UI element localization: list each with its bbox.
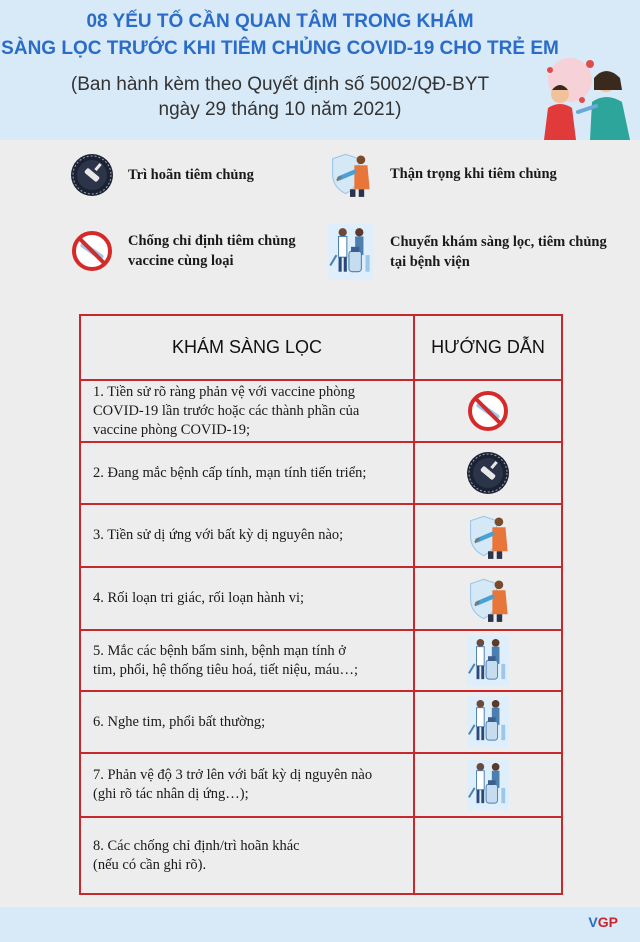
criterion-line: 5. Mắc các bệnh bẩm sinh, bệnh mạn tính ở: [93, 642, 346, 659]
logo-gp: GP: [597, 914, 618, 930]
legend-caution-label: [390, 164, 557, 184]
delay-vaccine-icon: [466, 451, 510, 495]
table-row: [80, 691, 562, 753]
table-row: [80, 630, 562, 691]
criterion-line: 8. Các chống chỉ định/trì hoãn khác: [93, 837, 300, 854]
vgp-logo: [588, 914, 618, 930]
criterion-line: 6. Nghe tim, phổi bất thường;: [93, 713, 266, 730]
child-vaccination-illustration: [530, 50, 638, 140]
legend-caution: [326, 150, 557, 198]
prohibited-icon: [70, 229, 114, 273]
table-row: [80, 504, 562, 567]
guidance-cell: [414, 567, 562, 630]
screening-criterion: [80, 504, 414, 567]
guidance-cell: [414, 753, 562, 817]
legend-delay-label-line: Trì hoãn tiêm chủng: [128, 167, 254, 183]
table-row: [80, 817, 562, 894]
hospital-referral-icon: [467, 759, 509, 811]
hospital-referral-icon: [467, 696, 509, 748]
screening-table: [79, 314, 563, 895]
table-row: [80, 753, 562, 817]
legend-caution-label-line: Thận trọng khi tiêm chủng: [390, 166, 557, 182]
caution-vaccination-icon: [326, 150, 374, 198]
logo-v: V: [588, 914, 598, 930]
criterion-line: (nếu có cần ghi rõ).: [93, 856, 207, 873]
screening-criterion: [80, 630, 414, 691]
criterion-line: vaccine phòng COVID-19;: [93, 421, 251, 438]
guidance-cell: [414, 691, 562, 753]
screening-criterion: [80, 442, 414, 504]
legend-delay: [70, 153, 254, 197]
prohibited-icon: [466, 389, 510, 433]
criterion-line: 2. Đang mắc bệnh cấp tính, mạn tính tiến triển;: [93, 464, 367, 481]
caution-vaccination-icon: [464, 575, 512, 623]
criterion-line: 1. Tiền sử rõ ràng phản vệ với vaccine phòng: [93, 383, 355, 400]
guidance-cell: [414, 380, 562, 442]
title-line-1: 08 YẾU TỐ CẦN QUAN TÂM TRONG KHÁM: [86, 11, 474, 32]
legend-prohibited: [70, 229, 296, 273]
column-header-screening: KHÁM SÀNG LỌC: [80, 315, 414, 380]
legend-prohibited-label-line-1: Chống chỉ định tiêm chủng: [128, 233, 296, 249]
table-row: [80, 442, 562, 504]
table-row: [80, 380, 562, 442]
screening-criterion: [80, 691, 414, 753]
legend-prohibited-label-line-2: vaccine cùng loại: [128, 253, 234, 269]
screening-criterion: [80, 567, 414, 630]
guidance-cell: [414, 442, 562, 504]
page-subtitle: [0, 72, 560, 122]
legend-hospital-label-line-1: Chuyển khám sàng lọc, tiêm chủng: [390, 234, 607, 250]
screening-criterion: [80, 817, 414, 894]
legend-delay-label: [128, 165, 254, 185]
criterion-line: (ghi rõ tác nhân dị ứng…);: [93, 786, 249, 802]
column-header-guidance: HƯỚNG DẪN: [414, 315, 562, 380]
subtitle-line-2: ngày 29 tháng 10 năm 2021): [158, 99, 402, 120]
delay-vaccine-icon: [70, 153, 114, 197]
guidance-cell: [414, 630, 562, 691]
caution-vaccination-icon: [464, 512, 512, 560]
criterion-line: 7. Phản vệ độ 3 trở lên với bất kỳ dị nguyên nào: [93, 767, 373, 783]
legend-hospital-label-line-2: tại bệnh viện: [390, 254, 470, 270]
header-banner: [0, 0, 640, 140]
guidance-cell: [414, 817, 562, 894]
criterion-line: 4. Rối loạn tri giác, rối loạn hành vi;: [93, 590, 305, 606]
legend-prohibited-label: [128, 231, 296, 271]
guidance-cell: [414, 504, 562, 567]
criterion-line: COVID-19 lần trước hoặc các thành phần của: [93, 402, 360, 419]
table-header-row: [80, 315, 562, 380]
legend-hospital: [328, 224, 607, 280]
hospital-referral-icon: [328, 224, 374, 280]
table-row: [80, 567, 562, 630]
footer-bar: [0, 907, 640, 942]
subtitle-line-1: (Ban hành kèm theo Quyết định số 5002/QĐ-BYT: [70, 74, 490, 95]
title-line-2: SÀNG LỌC TRƯỚC KHI TIÊM CHỦNG COVID-19 CHO TRẺ EM: [1, 38, 559, 59]
criterion-line: 3. Tiền sử dị ứng với bất kỳ dị nguyên nào;: [93, 527, 344, 543]
page-title: [0, 8, 560, 62]
legend-hospital-label: [390, 232, 607, 272]
screening-criterion: [80, 753, 414, 817]
criterion-line: tim, phổi, hệ thống tiêu hoá, tiết niệu, máu…;: [93, 661, 358, 678]
screening-criterion: [80, 380, 414, 442]
hospital-referral-icon: [467, 635, 509, 687]
